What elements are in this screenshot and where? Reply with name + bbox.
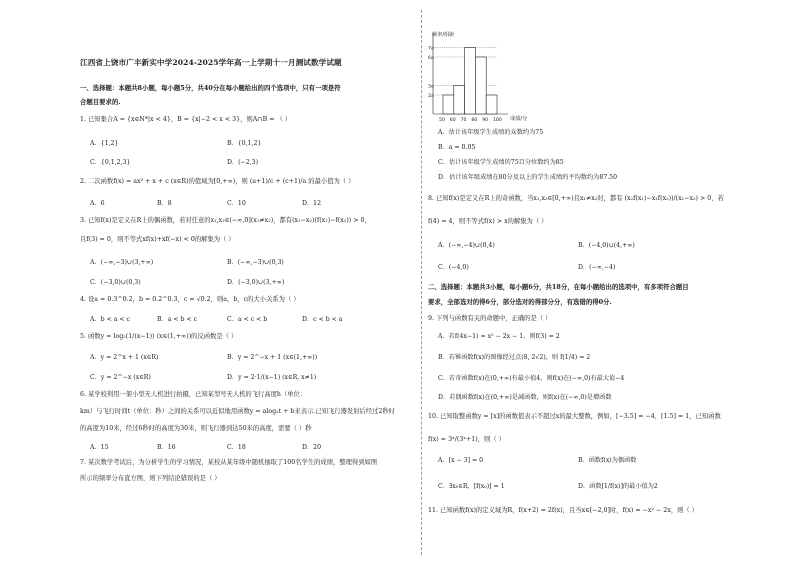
question-11: 11. 已知函数f(x)的定义域为R，f(x+2) = 2f(x)，且当x∈[−2,0]时，f(x) = −x² − 2x，则（ ） [428, 507, 699, 514]
q3-option-b: B．(−∞,−3)∪(0,3) [227, 259, 284, 266]
x-axis-label: 成绩/分 [510, 116, 528, 122]
question-4: 4. 设a = 0.3^0.2，b = 0.2^0.3，c = √0.2，则a，b，c的大小关系为（ ） [80, 296, 300, 303]
question-3: 3. 已知f(x)是定义在R上的偶函数，若对任意的x₁,x₂∈(−∞,0](x₁≠x₂)，都有(x₁−x₂)(f(x₁)−f(x₂)) > 0， [80, 217, 371, 224]
y-tick-label: 2a [428, 94, 434, 99]
q7-option-b: B．a = 0.05 [438, 144, 476, 151]
y-tick-label: 7a [428, 46, 434, 52]
histogram-bar [486, 95, 497, 114]
y-axis-label: 频率/组距 [432, 32, 455, 38]
q10-option-b: B．函数f(x)为偶函数 [578, 457, 637, 464]
q4-option-c: C．a < c < b [227, 316, 268, 323]
q2-option-d: D．12 [302, 200, 322, 207]
y-tick-label: 3a [428, 84, 434, 90]
q5-option-d: D．y = 2·1/(x−1) (x∈R, x≠1) [227, 374, 317, 381]
q6-option-a: A．15 [90, 444, 109, 451]
q7-option-c: C．估计该年级学生成绩的75百分位数约为85 [438, 159, 564, 166]
q5-option-b: B．y = 2^−x + 1 (x∈(1,+∞)) [227, 354, 318, 361]
question-6: 6. 某学校利用一架小型无人机进行拍摄，已知某型号无人机的飞行高度h（单位： [80, 391, 307, 398]
q1-option-c: C．{0,1,2,3} [90, 159, 131, 166]
left-column [80, 0, 418, 562]
q4-option-a: A．b < a < c [90, 316, 131, 323]
q6-option-b: B．16 [157, 444, 176, 451]
question-10-function: f(x) = 3ˣ/(3ˣ+1)，则（ ） [428, 436, 505, 443]
question-6-cont: km）与飞行时间t（单位：秒）之间的关系可以近似地用函数y = alog₂t + b来表示.已知飞行器发射后经过2秒时 [80, 408, 395, 415]
q9-option-d: D．若偶函数f(x)在(0,+∞)是减函数，则f(x)在(−∞,0)是增函数 [438, 394, 612, 401]
q4-option-b: B．a < b < c [157, 316, 198, 323]
question-5: 5. 函数y = log₂(1/(x−1)) (x∈(1,+∞))的反函数是（ ） [80, 333, 238, 340]
question-7-cont: 所示的频率分布直方图，则下列结论错误的是（ ） [80, 475, 221, 482]
q3-option-c: C．(−3,0)∪(0,3) [90, 279, 141, 286]
q1-option-d: D．(−2,3) [227, 159, 259, 166]
question-1: 1. 已知集合A = {x∈N*|x < 4}，B = {x|−2 < x < 3}，则A∩B = （ ） [80, 116, 292, 123]
question-10: 10. 已知取整函数y = [x]的函数值表示不超过x的最大整数，例如，[−3.5] = −4，[1.5] = 1，已知函数 [428, 413, 721, 420]
q9-option-a: A．若f(4x−1) = x² − 2x − 1，则f(3) = 2 [438, 333, 560, 340]
question-8-cont: f(4) = 4，则不等式f(x) > x的解集为（ ） [428, 218, 548, 225]
q7-option-d: D．估计该年级成绩在80分及以上的学生成绩的平均数约为87.50 [438, 174, 618, 181]
question-2: 2. 二次函数f(x) = ax² + x + c (x∈R)的值域为[0,+∞)，则 (a+1)/c + (c+1)/a 的最小值为（ ） [80, 178, 355, 185]
q5-option-a: A．y = 2^x + 1 (x∈R) [90, 354, 159, 361]
q10-option-c: C．∃x₀∈R，[f(x₀)] = 1 [438, 483, 505, 490]
question-7: 7. 某次数学考试后，为分析学生的学习情况，某校从某年级中随机抽取了100名学生的成绩，整理得到如图 [80, 459, 378, 466]
frequency-histogram [428, 30, 538, 122]
right-column [428, 0, 758, 562]
q8-option-d: D．(−∞,−4) [578, 264, 616, 271]
q8-option-b: B．(−4,0)∪(4,+∞) [578, 242, 635, 249]
y-tick-label: 6a [428, 56, 434, 61]
q1-option-a: A．{1,2} [90, 140, 119, 147]
q2-option-a: A．6 [90, 200, 105, 207]
question-6-cont2: 的高度为10米，经过6秒时的高度为30米，则飞行器到达50米的高度，需要（ ）秒 [80, 425, 312, 432]
x-tick-label: 50 [439, 118, 445, 122]
q4-option-d: D．c < b < a [302, 316, 343, 323]
x-tick-label: 100 [493, 118, 502, 122]
q10-option-d: D．函数[1/f(x)]的最小值为2 [578, 483, 658, 490]
section-one-heading-cont: 合题目要求的. [80, 98, 121, 106]
histogram-bar [465, 48, 476, 115]
column-divider [421, 10, 422, 555]
q2-option-c: C．10 [227, 200, 246, 207]
question-8: 8. 已知f(x)是定义在R上的奇函数，当x₁,x₂∈[0,+∞)且x₁≠x₂时，都有 (x₂f(x₁)−x₁f(x₂))/(x₁−x₂) > 0，若 [428, 195, 724, 202]
q6-option-c: C．18 [227, 444, 246, 451]
histogram-bar [454, 86, 465, 115]
q10-option-a: A．[x − 3] = 0 [438, 457, 484, 464]
x-tick-label: 90 [482, 118, 489, 122]
paper-title: 江西省上饶市广丰新实中学2024-2025学年高一上学期十一月测试数学试题 [80, 58, 342, 67]
q9-option-b: B．若幂函数f(x)的图像经过点(8, 2√2)，则 f(1/4) = 2 [438, 354, 591, 361]
question-3-cont: 且f(3) = 0，则不等式xf(x)+xf(−x) < 0的解集为（ ） [80, 236, 235, 243]
q1-option-b: B．{0,1,2} [227, 140, 262, 147]
histogram-bar [443, 95, 454, 114]
question-9: 9. 下列与函数有关的命题中，正确的是（ ） [428, 315, 552, 322]
section-two-heading: 二、选择题：本题共3小题，每小题6分，共18分，在每小题给出的选项中，有多项符合题目 [428, 283, 689, 291]
q3-option-d: D．(−3,0)∪(3,+∞) [227, 279, 285, 286]
section-two-heading-cont: 要求，全部选对的得6分，部分选对的得部分分，有选错的得0分. [428, 298, 612, 306]
x-tick-label: 70 [460, 118, 467, 122]
q7-option-a: A．估计该年级学生成绩的众数约为75 [438, 129, 544, 136]
section-one-heading: 一、选择题：本题共8小题，每小题5分，共40分在每小题给出的四个选项中，只有一项是符 [80, 84, 341, 92]
q8-option-a: A．(−∞,−4)∪(0,4) [438, 242, 495, 249]
x-tick-label: 80 [471, 118, 478, 122]
q6-option-d: D．20 [302, 444, 322, 451]
histogram-bar [475, 57, 486, 114]
x-tick-label: 60 [449, 118, 456, 122]
q9-option-c: C．若奇函数f(x)在(0,+∞)有最小值4，则f(x)在(−∞,0)有最大值−4 [438, 375, 625, 382]
q3-option-a: A．(−∞,−3)∪(3,+∞) [90, 259, 154, 266]
q8-option-c: C．(−4,0) [438, 264, 469, 271]
q2-option-b: B．8 [157, 200, 172, 207]
q5-option-c: C．y = 2^−x (x∈R) [90, 374, 151, 381]
